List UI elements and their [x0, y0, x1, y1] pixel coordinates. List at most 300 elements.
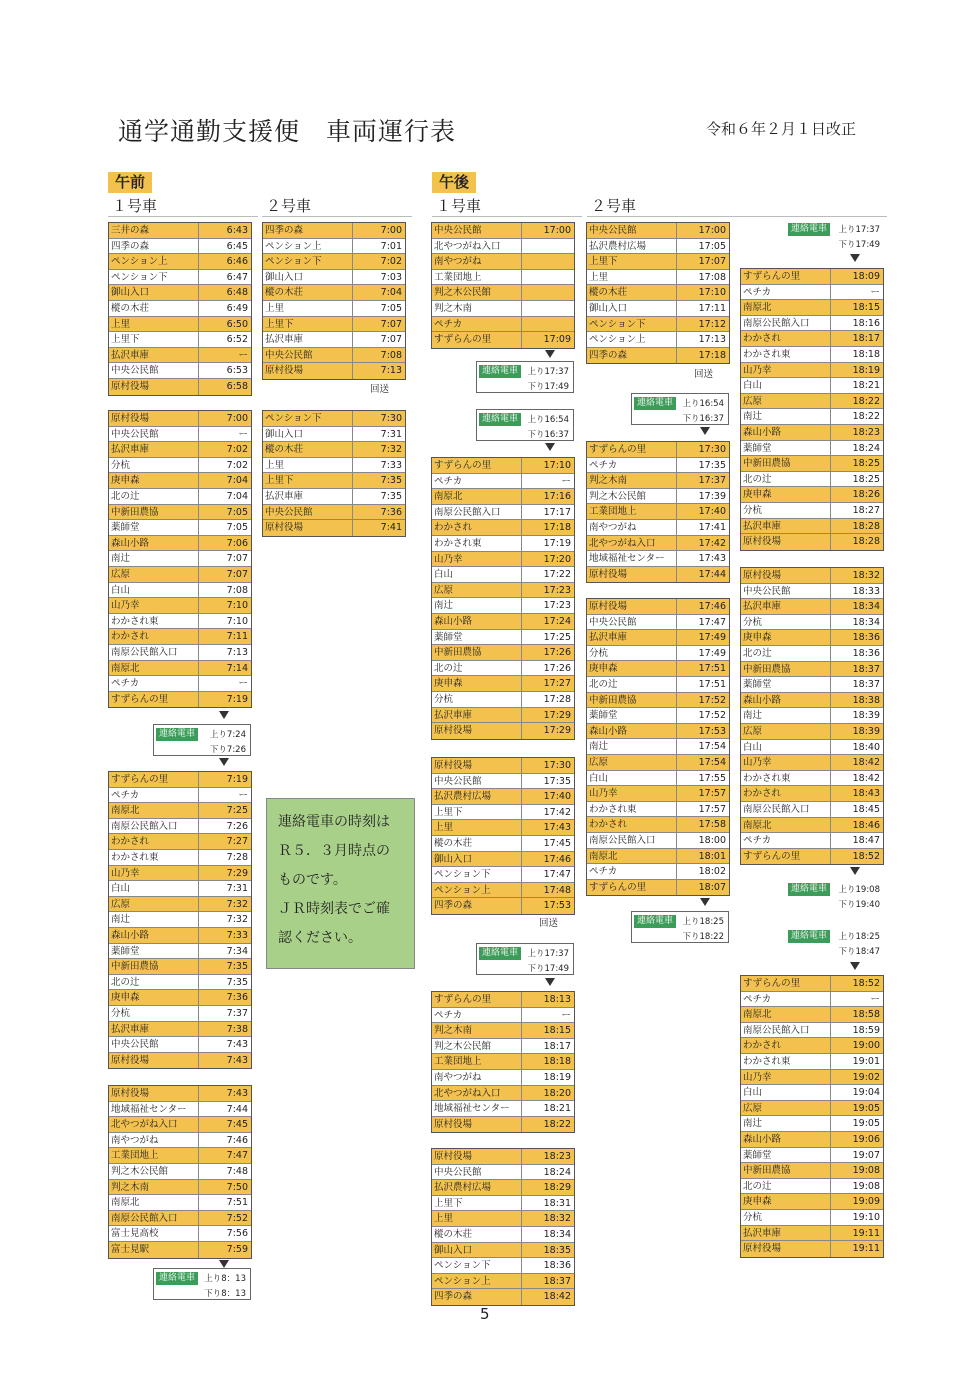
stop-name: 払沢農村広場 [432, 789, 522, 804]
stop-name: 原村役場 [432, 758, 522, 773]
stop-time: 19:06 [852, 1133, 880, 1145]
stop-time: 17:44 [698, 568, 726, 580]
stop-name: 払沢車庫 [432, 708, 522, 723]
stop-time: 17:41 [698, 521, 726, 533]
table-row [109, 928, 251, 944]
table-row [741, 1070, 883, 1086]
table-row [263, 520, 405, 536]
stop-time: 18:26 [852, 489, 880, 501]
stop-time: 7:08 [380, 349, 402, 361]
stop-name: 四季の森 [432, 898, 522, 914]
table-row [109, 1117, 251, 1133]
table-row [741, 615, 883, 631]
table-row [432, 254, 574, 270]
stop-time: 18:36 [852, 647, 880, 659]
stop-name: ペチカ [741, 285, 831, 300]
table-row [741, 394, 883, 410]
stop-time: 18:36 [852, 632, 880, 644]
stop-name: 御山入口 [263, 270, 353, 285]
table-row [432, 505, 574, 521]
stop-name: 払沢車庫 [741, 599, 831, 614]
table-row [741, 456, 883, 472]
timetable [262, 410, 406, 537]
stop-time: 7:05 [380, 302, 402, 314]
stop-name: わかされ東 [432, 536, 522, 551]
stop-time: 17:07 [698, 256, 726, 268]
table-row [741, 363, 883, 379]
stop-time: 17:00 [698, 225, 726, 236]
stop-name: 判之木公民館 [432, 285, 522, 300]
stop-name: 北の辻 [432, 661, 522, 676]
stop-time [522, 270, 574, 285]
relay-up-time: 上り18:25 [838, 932, 880, 942]
table-row [587, 849, 729, 865]
table-row [741, 1226, 883, 1242]
stop-time: 17:13 [698, 334, 726, 346]
stop-time: 18:24 [543, 1166, 571, 1178]
stop-time: 18:17 [852, 333, 880, 345]
table-row [109, 1022, 251, 1038]
stop-name: わかされ [109, 834, 199, 849]
notice-line: Ｒ５．３月時点の [278, 843, 390, 859]
stop-name: 薬師堂 [432, 630, 522, 645]
stop-time [522, 254, 574, 269]
stop-name: 中新田農協 [741, 1163, 831, 1178]
stop-time [522, 285, 574, 300]
arrow-down-icon [700, 898, 710, 906]
relay-train-label: 連絡電車 [479, 947, 521, 960]
table-row [741, 441, 883, 457]
table-row [741, 724, 883, 740]
stop-time: 7:44 [226, 1103, 248, 1115]
stop-name: 上里下 [432, 805, 522, 820]
stop-time: 18:43 [852, 788, 880, 800]
table-row [109, 676, 251, 692]
stop-time: 7:11 [226, 631, 248, 643]
stop-name: 中央公民館 [587, 223, 677, 238]
table-row [432, 1023, 574, 1039]
table-row [432, 645, 574, 661]
table-row [432, 1274, 574, 1290]
table-row [109, 897, 251, 913]
table-row [109, 645, 251, 661]
table-row [432, 317, 574, 333]
stop-name: ペチカ [587, 864, 677, 879]
stop-name: 南原公民館入口 [587, 833, 677, 848]
relay-train-box [631, 393, 729, 425]
stop-name: 判之木公民館 [587, 489, 677, 504]
relay-train-label: 連絡電車 [634, 915, 676, 928]
table-row [432, 867, 574, 883]
stop-time: 18:35 [543, 1244, 571, 1256]
table-row [109, 1006, 251, 1022]
arrow-down-icon [850, 962, 860, 970]
stop-name: わかされ東 [741, 347, 831, 362]
relay-train-label: 連絡電車 [479, 413, 521, 426]
stop-name: ペチカ [741, 833, 831, 848]
stop-name: 樅の木荘 [263, 442, 353, 457]
stop-time: 17:18 [543, 522, 571, 534]
table-row [432, 1165, 574, 1181]
table-row [741, 269, 883, 285]
table-row [432, 992, 574, 1008]
stop-time: 18:19 [852, 364, 880, 376]
table-row [109, 614, 251, 630]
stop-name: 庚申森 [741, 1194, 831, 1209]
table-row [432, 1117, 574, 1133]
stop-time: 7:52 [226, 1212, 248, 1224]
table-row [432, 836, 574, 852]
stop-time: 18:34 [852, 616, 880, 628]
stop-name: 払沢車庫 [741, 519, 831, 534]
stop-name: 三井の森 [109, 223, 199, 238]
stop-time: 7:04 [380, 287, 402, 299]
table-row [741, 1116, 883, 1132]
stop-time: 7:43 [226, 1039, 248, 1051]
stop-time: 7:07 [226, 553, 248, 565]
am-car1-header: １号車 [108, 197, 258, 217]
table-row [587, 630, 729, 646]
table-row [109, 772, 251, 788]
stop-time: ー [238, 789, 248, 801]
table-row [109, 301, 251, 317]
relay-down-time: 下り17:49 [527, 382, 569, 392]
table-row [587, 646, 729, 662]
stop-name: ペンション上 [263, 239, 353, 254]
stop-time: 18:37 [543, 1275, 571, 1287]
stop-time: 7:50 [226, 1181, 248, 1193]
stop-name: 北の辻 [741, 472, 831, 487]
table-row [432, 1211, 574, 1227]
stop-time: 18:52 [852, 978, 880, 989]
stop-name: 北やつがね入口 [432, 239, 522, 254]
table-row [263, 239, 405, 255]
stop-name: 御山入口 [432, 852, 522, 867]
table-row [263, 489, 405, 505]
stop-name: 薬師堂 [741, 677, 831, 692]
stop-name: 分杭 [432, 692, 522, 707]
table-row [263, 505, 405, 521]
stop-name: 判之木南 [432, 301, 522, 316]
table-row [432, 1289, 574, 1305]
stop-time: 18:39 [852, 725, 880, 737]
stop-time: 17:16 [543, 491, 571, 503]
table-row [432, 805, 574, 821]
relay-down-time: 下り18:47 [838, 947, 880, 957]
stop-time: ー [870, 993, 880, 1005]
stop-time: 18:19 [543, 1071, 571, 1083]
table-row [263, 270, 405, 286]
table-row [741, 992, 883, 1008]
stop-name: ペンション下 [432, 1258, 522, 1273]
stop-name: 広原 [741, 1101, 831, 1116]
table-row [587, 661, 729, 677]
stop-time: 18:07 [698, 881, 726, 893]
stop-name: 中央公民館 [263, 348, 353, 363]
stop-time: 18:25 [852, 473, 880, 485]
stop-time: 18:21 [852, 380, 880, 392]
stop-name: 薬師堂 [109, 520, 199, 535]
stop-name: 中央公民館 [587, 615, 677, 630]
stop-time: 17:30 [698, 444, 726, 455]
table-row [263, 348, 405, 364]
table-row [587, 489, 729, 505]
stop-name: 北の辻 [741, 646, 831, 661]
table-row [587, 536, 729, 552]
table-row [741, 1163, 883, 1179]
stop-time: 7:30 [380, 413, 402, 424]
stop-name: ペンション上 [109, 254, 199, 269]
stop-name: 南原北 [432, 489, 522, 504]
stop-name: 原村役場 [587, 567, 677, 583]
stop-name: 白山 [741, 1085, 831, 1100]
table-row [741, 568, 883, 584]
stop-time: 18:58 [852, 1009, 880, 1021]
table-row [432, 1070, 574, 1086]
stop-name: 山乃幸 [741, 1070, 831, 1085]
arrow-down-icon [219, 1260, 229, 1268]
table-row [741, 599, 883, 615]
stop-time: 17:46 [698, 601, 726, 612]
stop-name: 払沢車庫 [109, 1022, 199, 1037]
stop-name: ペンション上 [432, 1274, 522, 1289]
relay-train-box [476, 409, 574, 441]
stop-name: 南原公民館入口 [741, 316, 831, 331]
table-row [109, 473, 251, 489]
table-row [587, 615, 729, 631]
table-row [109, 692, 251, 708]
stop-name: わかされ [741, 1038, 831, 1053]
stop-name: 原村役場 [109, 1086, 199, 1101]
table-row [741, 487, 883, 503]
stop-time: 17:54 [698, 756, 726, 768]
stop-time: 18:31 [543, 1197, 571, 1209]
stop-time: 18:27 [852, 504, 880, 516]
stop-time: 7:32 [226, 914, 248, 926]
stop-time: 18:34 [852, 601, 880, 613]
am-label: 午前 [108, 172, 152, 193]
table-row [432, 239, 574, 255]
table-row [109, 1242, 251, 1258]
table-row [432, 598, 574, 614]
stop-time: 17:23 [543, 600, 571, 612]
stop-name: 中新田農協 [109, 959, 199, 974]
stop-time: 7:37 [226, 1007, 248, 1019]
stop-time: 18:42 [852, 757, 880, 769]
timetable [431, 457, 575, 740]
stop-name: 南原北 [741, 300, 831, 315]
stop-name: 北の辻 [587, 677, 677, 692]
stop-name: 御山入口 [109, 285, 199, 300]
stop-name: 払沢農村広場 [587, 239, 677, 254]
stop-time: 6:49 [226, 302, 248, 314]
table-row [432, 774, 574, 790]
stop-name: 払沢車庫 [109, 442, 199, 457]
stop-time: 7:36 [380, 506, 402, 518]
stop-name: 樅の木荘 [109, 301, 199, 316]
stop-time: 7:05 [226, 522, 248, 534]
table-row [741, 708, 883, 724]
stop-time: 17:37 [698, 475, 726, 487]
table-row [432, 1039, 574, 1055]
table-row [432, 789, 574, 805]
stop-time: 18:37 [852, 679, 880, 691]
table-row [432, 1196, 574, 1212]
table-row [432, 332, 574, 348]
table-row [263, 317, 405, 333]
stop-name: 庚申森 [587, 661, 677, 676]
relay-train-label: 連絡電車 [788, 883, 830, 896]
stop-time: 17:54 [698, 741, 726, 753]
relay-train-label: 連絡電車 [156, 1272, 198, 1285]
table-row [109, 520, 251, 536]
stop-time: 7:28 [226, 851, 248, 863]
stop-time: 17:40 [698, 506, 726, 518]
stop-name: 中央公民館 [741, 584, 831, 599]
stop-name: 判之木南 [109, 1180, 199, 1195]
stop-time: 17:23 [543, 584, 571, 596]
stop-time: ー [870, 286, 880, 298]
table-row [109, 661, 251, 677]
table-row [741, 347, 883, 363]
table-row [109, 411, 251, 427]
timetable [740, 567, 884, 865]
stop-name: 山乃幸 [741, 755, 831, 770]
stop-time: 7:35 [226, 961, 248, 973]
table-row [263, 411, 405, 427]
stop-time: 17:26 [543, 662, 571, 674]
stop-name: 南原北 [587, 849, 677, 864]
stop-name: 御山入口 [263, 427, 353, 442]
relay-down-time: 下り16:37 [682, 414, 724, 424]
table-row [432, 1008, 574, 1024]
table-row [432, 630, 574, 646]
table-row [109, 254, 251, 270]
table-row [587, 833, 729, 849]
stop-name: わかされ [109, 629, 199, 644]
table-row [109, 1053, 251, 1069]
stop-time: 19:01 [852, 1055, 880, 1067]
table-row [587, 317, 729, 333]
table-row [741, 630, 883, 646]
stop-name: わかされ [587, 817, 677, 832]
stop-name: 中新田農協 [741, 456, 831, 471]
relay-train-box [631, 911, 729, 943]
table-row [109, 567, 251, 583]
table-row [432, 883, 574, 899]
table-row [587, 708, 729, 724]
stop-name: 庚申森 [109, 990, 199, 1005]
stop-name: 北の辻 [109, 489, 199, 504]
stop-time: 7:02 [226, 444, 248, 456]
stop-name: 払沢車庫 [263, 332, 353, 347]
stop-time: 18:18 [852, 348, 880, 360]
stop-name: 南原公民館入口 [741, 802, 831, 817]
table-row [432, 285, 574, 301]
table-row [109, 1148, 251, 1164]
table-row [432, 536, 574, 552]
relay-down-time: 下り7:26 [209, 745, 246, 755]
table-row [741, 503, 883, 519]
stop-name: 森山小路 [109, 928, 199, 943]
stop-name: 南原北 [109, 661, 199, 676]
table-row [587, 520, 729, 536]
arrow-down-icon [219, 758, 229, 766]
timetable [431, 991, 575, 1133]
table-row [741, 740, 883, 756]
stop-time: 17:28 [543, 693, 571, 705]
stop-name: 四季の森 [432, 1289, 522, 1305]
stop-time: 18:45 [852, 803, 880, 815]
stop-name: 南辻 [741, 1116, 831, 1131]
stop-name: 原村役場 [109, 411, 199, 426]
stop-name: 南辻 [109, 912, 199, 927]
stop-name: 広原 [587, 755, 677, 770]
notice-line: 認ください。 [278, 930, 362, 946]
table-row [741, 755, 883, 771]
timetable [431, 222, 575, 349]
stop-name: 中新田農協 [741, 662, 831, 677]
stop-time: 18:36 [543, 1260, 571, 1272]
stop-time: 17:52 [698, 694, 726, 706]
table-row [741, 534, 883, 550]
table-row [432, 583, 574, 599]
stop-time: 7:00 [226, 413, 248, 424]
table-row [587, 285, 729, 301]
relay-train-label: 連絡電車 [156, 728, 198, 741]
relay-down-time: 下り17:49 [838, 240, 880, 250]
stop-time: 17:19 [543, 537, 571, 549]
table-row [432, 614, 574, 630]
stop-name: 南やつがね [432, 1070, 522, 1085]
stop-name: 四季の森 [587, 348, 677, 364]
stop-name: ペチカ [587, 458, 677, 473]
table-row [587, 239, 729, 255]
stop-name: 四季の森 [109, 239, 199, 254]
stop-name: 上里 [263, 458, 353, 473]
stop-time: 19:07 [852, 1149, 880, 1161]
stop-name: 薬師堂 [587, 708, 677, 723]
stop-name: 中央公民館 [109, 363, 199, 378]
table-row [741, 378, 883, 394]
stop-time: 7:03 [380, 271, 402, 283]
stop-time: 7:25 [226, 805, 248, 817]
table-row [109, 505, 251, 521]
stop-time: 17:10 [543, 460, 571, 471]
stop-name: 分杭 [741, 1210, 831, 1225]
stop-name: 庚申森 [432, 676, 522, 691]
stop-time: 6:58 [226, 380, 248, 392]
stop-name: 分杭 [741, 503, 831, 518]
table-row [109, 1133, 251, 1149]
stop-name: ペンション上 [587, 332, 677, 347]
table-row [263, 332, 405, 348]
stop-name: 南原北 [741, 1007, 831, 1022]
table-row [109, 788, 251, 804]
stop-name: 上里 [109, 317, 199, 332]
table-row [587, 567, 729, 583]
table-row [741, 1241, 883, 1257]
stop-name: 白山 [109, 583, 199, 598]
table-row [741, 472, 883, 488]
stop-time: 7:07 [380, 334, 402, 346]
table-row [109, 850, 251, 866]
stop-name: 原村役場 [741, 1241, 831, 1257]
stop-time: 17:49 [698, 632, 726, 644]
stop-time: 18:23 [543, 1151, 571, 1162]
table-row [432, 692, 574, 708]
table-row [109, 317, 251, 333]
